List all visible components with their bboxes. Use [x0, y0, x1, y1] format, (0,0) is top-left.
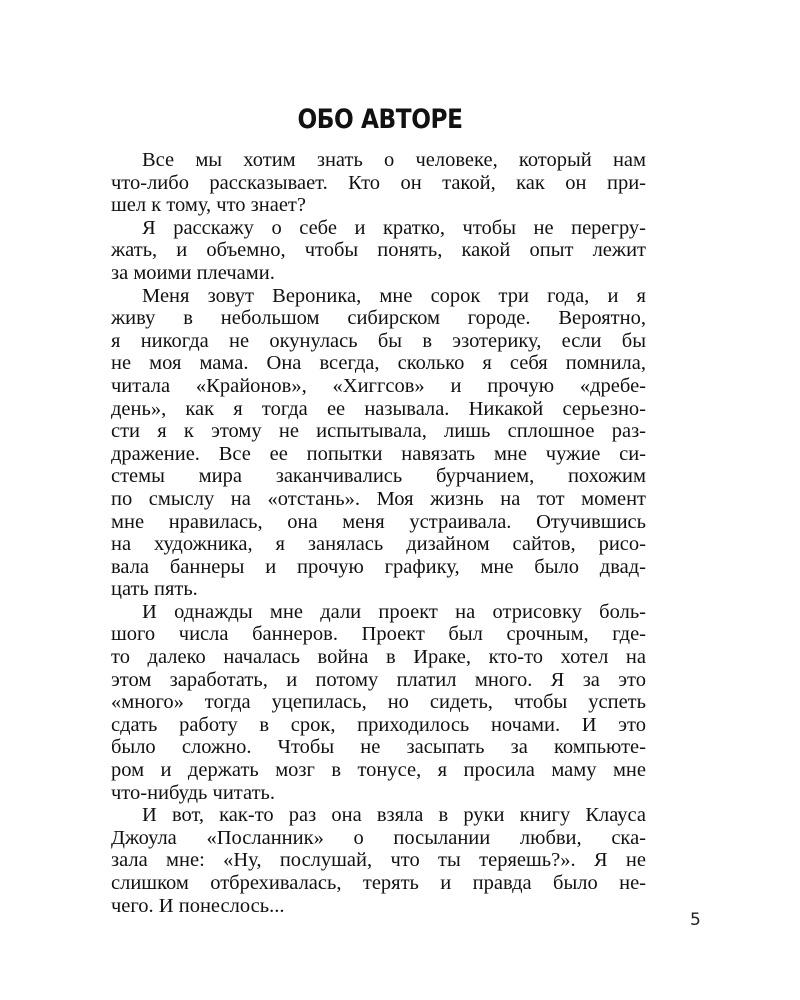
text-line: Джоула «Посланник» о посылании любви, ска-	[111, 826, 646, 849]
text-line: Все мы хотим знать о человеке, который нам	[142, 149, 646, 171]
text-line: что-нибудь читать.	[111, 781, 276, 804]
text-line: вала баннеры и прочую графику, мне было двад-	[111, 555, 646, 578]
text-line: «много» тогда уцепилась, но сидеть, чтобы успеть	[111, 691, 646, 714]
text-line: день», как я тогда ее называла. Никакой серьезно-	[111, 397, 646, 420]
body-text	[111, 149, 646, 917]
text-line: дражение. Все ее попытки навязать мне чужие си-	[111, 442, 646, 465]
text-line: шел к тому, что знает?	[111, 194, 306, 217]
text-line: то далеко началась война в Ираке, кто-то хотел на	[111, 646, 646, 669]
text-line: сти я к этому не испытывала, лишь сплошное раз-	[111, 420, 646, 443]
text-line: было сложно. Чтобы не засыпать за компьюте-	[111, 736, 646, 759]
chapter-title: ОБО АВТОРЕ	[297, 104, 463, 135]
text-line: шого числа баннеров. Проект был срочным, где-	[111, 623, 646, 646]
text-line: не моя мама. Она всегда, сколько я себя помнила,	[111, 352, 646, 375]
text-line: мне нравилась, она меня устраивала. Отучившись	[111, 510, 646, 533]
text-line: Я расскажу о себе и кратко, чтобы не перегру-	[142, 216, 646, 239]
text-line: за моими плечами.	[111, 261, 275, 284]
text-line: на художника, я занялась дизайном сайтов, рисо-	[111, 533, 646, 556]
text-line: И вот, как-то раз она взяла в руки книгу Клауса	[142, 804, 646, 827]
text-line: стемы мира заканчивались бурчанием, похожим	[111, 465, 646, 488]
text-line: И однажды мне дали проект на отрисовку боль-	[142, 600, 646, 623]
text-line: этом заработать, и потому платил много. Я за это	[111, 668, 646, 691]
text-line: цать пять.	[111, 578, 198, 601]
text-line: что-либо рассказывает. Кто он такой, как он при-	[111, 171, 646, 194]
text-line: Меня зовут Вероника, мне сорок три года, и я	[142, 284, 646, 307]
text-line: по смыслу на «отстань». Моя жизнь на тот момент	[111, 487, 646, 510]
page-number: 5	[690, 910, 701, 930]
text-line: читала «Крайонов», «Хиггсов» и прочую «дребе-	[111, 374, 646, 397]
text-line: сдать работу в срок, приходилось ночами. И это	[111, 713, 646, 736]
text-line: живу в небольшом сибирском городе. Вероятно,	[111, 307, 646, 330]
text-line: слишком отбрехивалась, терять и правда было не-	[111, 872, 646, 894]
text-line: жать, и объемно, чтобы понять, какой опыт лежит	[111, 239, 646, 262]
text-line: зала мне: «Ну, послушай, что ты теряешь?». Я не	[111, 849, 646, 872]
text-line: ром и держать мозг в тонусе, я просила маму мне	[111, 759, 646, 782]
text-line: я никогда не окунулась бы в эзотерику, если бы	[111, 329, 646, 352]
text-line: чего. И понеслось...	[111, 894, 285, 917]
